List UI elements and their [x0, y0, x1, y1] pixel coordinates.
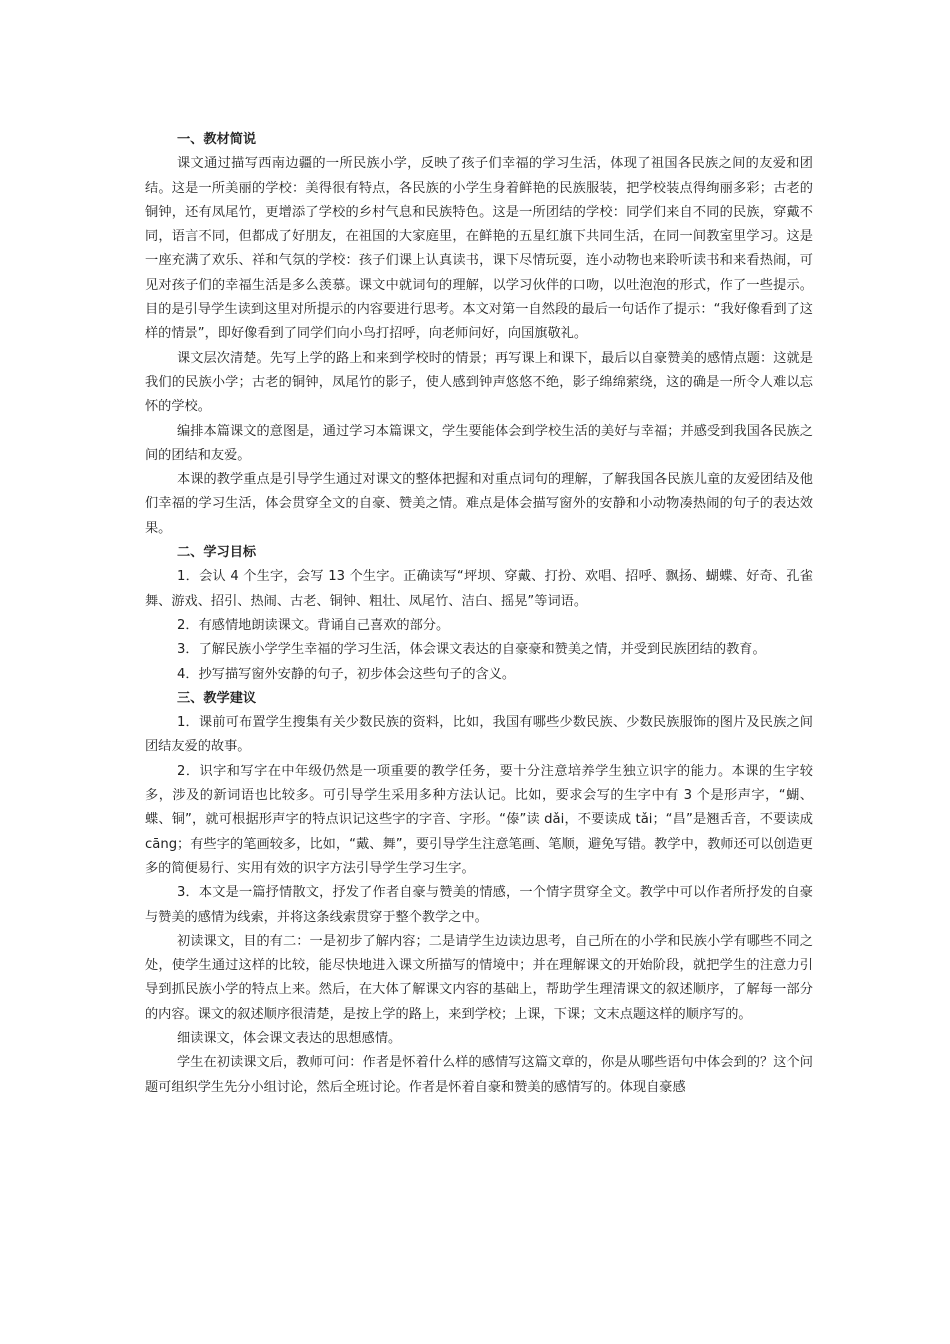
goal-item-4: 4．抄写描写窗外安静的句子，初步体会这些句子的含义。 [177, 666, 516, 682]
suggestion-item-2: 2．识字和写字在中年级仍然是一项重要的教学任务，要十分注意培养学生独立识字的能力。本课的生字较多，涉及的新词语也比较多。可引导学生采用多种方法认记。比如，要求会写的生字中有 3 个是形声字，“蝴、蝶、铜”，就可根据形声字的特点识记这些字的字音、字形。“傣”读 dǎi，不要读成 tǎi；“昌”是翘舌音，不要读成 cāng；有些字的笔画较多，比如，“戴、舞”，要引导学生注意笔画、笔顺，避免写错。教学中，教师还可以创造更多的简便易行、实用有效的识字方法引导学生学习生字。 [145, 763, 813, 876]
document-page [145, 128, 813, 1100]
paragraph-key-points: 本课的教学重点是引导学生通过对课文的整体把握和对重点词句的理解，了解我国各民族儿童的友爱团结及他们幸福的学习生活，体会贯穿全文的自豪、赞美之情。难点是体会描写窗外的安静和小动物凑热闹的句子的表达效果。 [145, 472, 813, 536]
paragraph-discussion: 学生在初读课文后，教师可问：作者是怀着什么样的感情写这篇文章的，你是从哪些语句中体会到的？这个问题可组织学生先分小组讨论，然后全班讨论。作者是怀着自豪和赞美的感情写的。体现自豪感 [145, 1055, 813, 1095]
paragraph-text-summary: 课文通过描写西南边疆的一所民族小学，反映了孩子们幸福的学习生活，体现了祖国各民族之间的友爱和团结。这是一所美丽的学校：美得很有特点，各民族的小学生身着鲜艳的民族服装，把学校装点得绚丽多彩；古老的铜钟，还有凤尾竹，更增添了学校的乡村气息和民族特色。这是一所团结的学校：同学们来自不同的民族，穿戴不同，语言不同，但都成了好朋友，在祖国的大家庭里，在鲜艳的五星红旗下共同生活，在同一间教室里学习。这是一座充满了欢乐、祥和气氛的学校：孩子们课上认真读书，课下尽情玩耍，连小动物也来聆听读书和来看热闹，可见对孩子们的幸福生活是多么羡慕。课文中就词句的理解，以学习伙伴的口吻，以吐泡泡的形式，作了一些提示。目的是引导学生读到这里对所提示的内容要进行思考。本文对第一自然段的最后一句话作了提示：“我好像看到了这样的情景”，即好像看到了同学们向小鸟打招呼，向老师问好，向国旗敬礼。 [145, 156, 813, 342]
section-heading-textbook-overview: 一、教材简说 [177, 132, 257, 147]
goal-item-3: 3．了解民族小学学生幸福的学习生活，体会课文表达的自豪豪和赞美之情，并受到民族团结的教育。 [177, 642, 766, 658]
paragraph-close-reading: 细读课文，体会课文表达的思想感情。 [177, 1030, 402, 1046]
suggestion-item-1: 1．课前可布置学生搜集有关少数民族的资料，比如，我国有哪些少数民族、少数民族服饰的图片及民族之间团结友爱的故事。 [145, 715, 813, 755]
paragraph-structure: 课文层次清楚。先写上学的路上和来到学校时的情景；再写课上和课下，最后以自豪赞美的感情点题：这就是我们的民族小学；古老的铜钟，凤尾竹的影子，使人感到钟声悠悠不绝，影子绵绵萦绕，这的确是一所令人难以忘怀的学校。 [145, 350, 813, 415]
goal-item-2: 2．有感情地朗读课文。背诵自己喜欢的部分。 [177, 617, 450, 633]
paragraph-intent: 编排本篇课文的意图是，通过学习本篇课文，学生要能体会到学校生活的美好与幸福；并感受到我国各民族之间的团结和友爱。 [145, 423, 813, 463]
suggestion-item-3: 3．本文是一篇抒情散文，抒发了作者自豪与赞美的情感，一个情字贯穿全文。教学中可以作者所抒发的自豪与赞美的感情为线索，并将这条线索贯穿于整个教学之中。 [145, 885, 813, 925]
section-heading-learning-goals: 二、学习目标 [177, 545, 257, 561]
paragraph-first-reading: 初读课文，目的有二：一是初步了解内容；二是请学生边读边思考，自己所在的小学和民族小学有哪些不同之处，使学生通过这样的比较，能尽快地进入课文所描写的情境中；并在理解课文的开始阶段，就把学生的注意力引导到抓民族小学的特点上来。然后，在大体了解课文内容的基础上，帮助学生理清课文的叙述顺序，了解每一部分的内容。课文的叙述顺序很清楚，是按上学的路上，来到学校；上课，下课；文末点题这样的顺序写的。 [145, 933, 813, 1022]
section-heading-teaching-suggestions: 三、教学建议 [177, 690, 257, 706]
goal-item-1: 1．会认 4 个生字，会写 13 个生字。正确读写“坪坝、穿戴、打扮、欢唱、招呼、飘扬、蝴蝶、好奇、孔雀舞、游戏、招引、热闹、古老、铜钟、粗壮、凤尾竹、洁白、摇晃”等词语。 [145, 569, 813, 609]
